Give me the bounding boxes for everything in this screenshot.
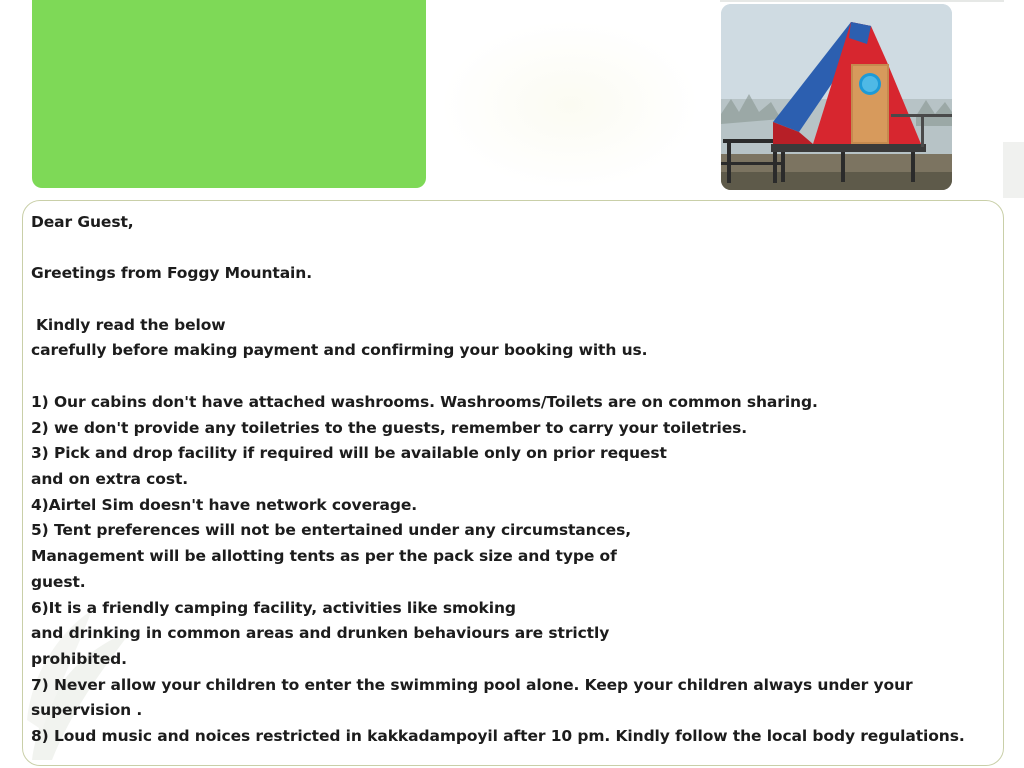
intro-line-1: Kindly read the below [36,315,226,334]
rule-line: guest. [31,572,86,591]
rule-line: and on extra cost. [31,469,189,488]
rule-line: Management will be allotting tents as per the pack size and type of [31,547,617,566]
guest-letter [31,210,1006,750]
side-strip [1003,142,1024,198]
rule-line: 8) Loud music and noices restricted in kakkadampoyil after 10 pm. Kindly follow the local body regulations. [31,727,965,746]
rule-line: 7) Never allow your children to enter the swimming pool alone. Keep your children always under your [31,675,913,694]
rule-line: 3) Pick and drop facility if required will be available only on prior request [31,444,667,463]
greeting: Greetings from Foggy Mountain. [31,264,312,283]
top-divider [720,0,1004,2]
rule-line: and drinking in common areas and drunken behaviours are strictly [31,624,610,643]
salutation: Dear Guest, [31,213,134,231]
rule-line: 6)It is a friendly camping facility, activities like smoking [31,598,516,617]
tent-cabin-photo [721,4,952,190]
rule-line: 1) Our cabins don't have attached washrooms. Washrooms/Toilets are on common sharing. [31,392,818,411]
faded-background [440,20,700,190]
intro-line-2: carefully before making payment and confirming your booking with us. [31,341,648,360]
rule-line: 2) we don't provide any toiletries to the guests, remember to carry your toiletries. [31,418,748,437]
rule-line: supervision . [31,701,143,720]
rule-line: 5) Tent preferences will not be entertained under any circumstances, [31,521,632,540]
rule-line: 4)Airtel Sim doesn't have network coverage. [31,495,418,514]
green-header-block [32,0,426,188]
rule-line: prohibited. [31,649,127,668]
